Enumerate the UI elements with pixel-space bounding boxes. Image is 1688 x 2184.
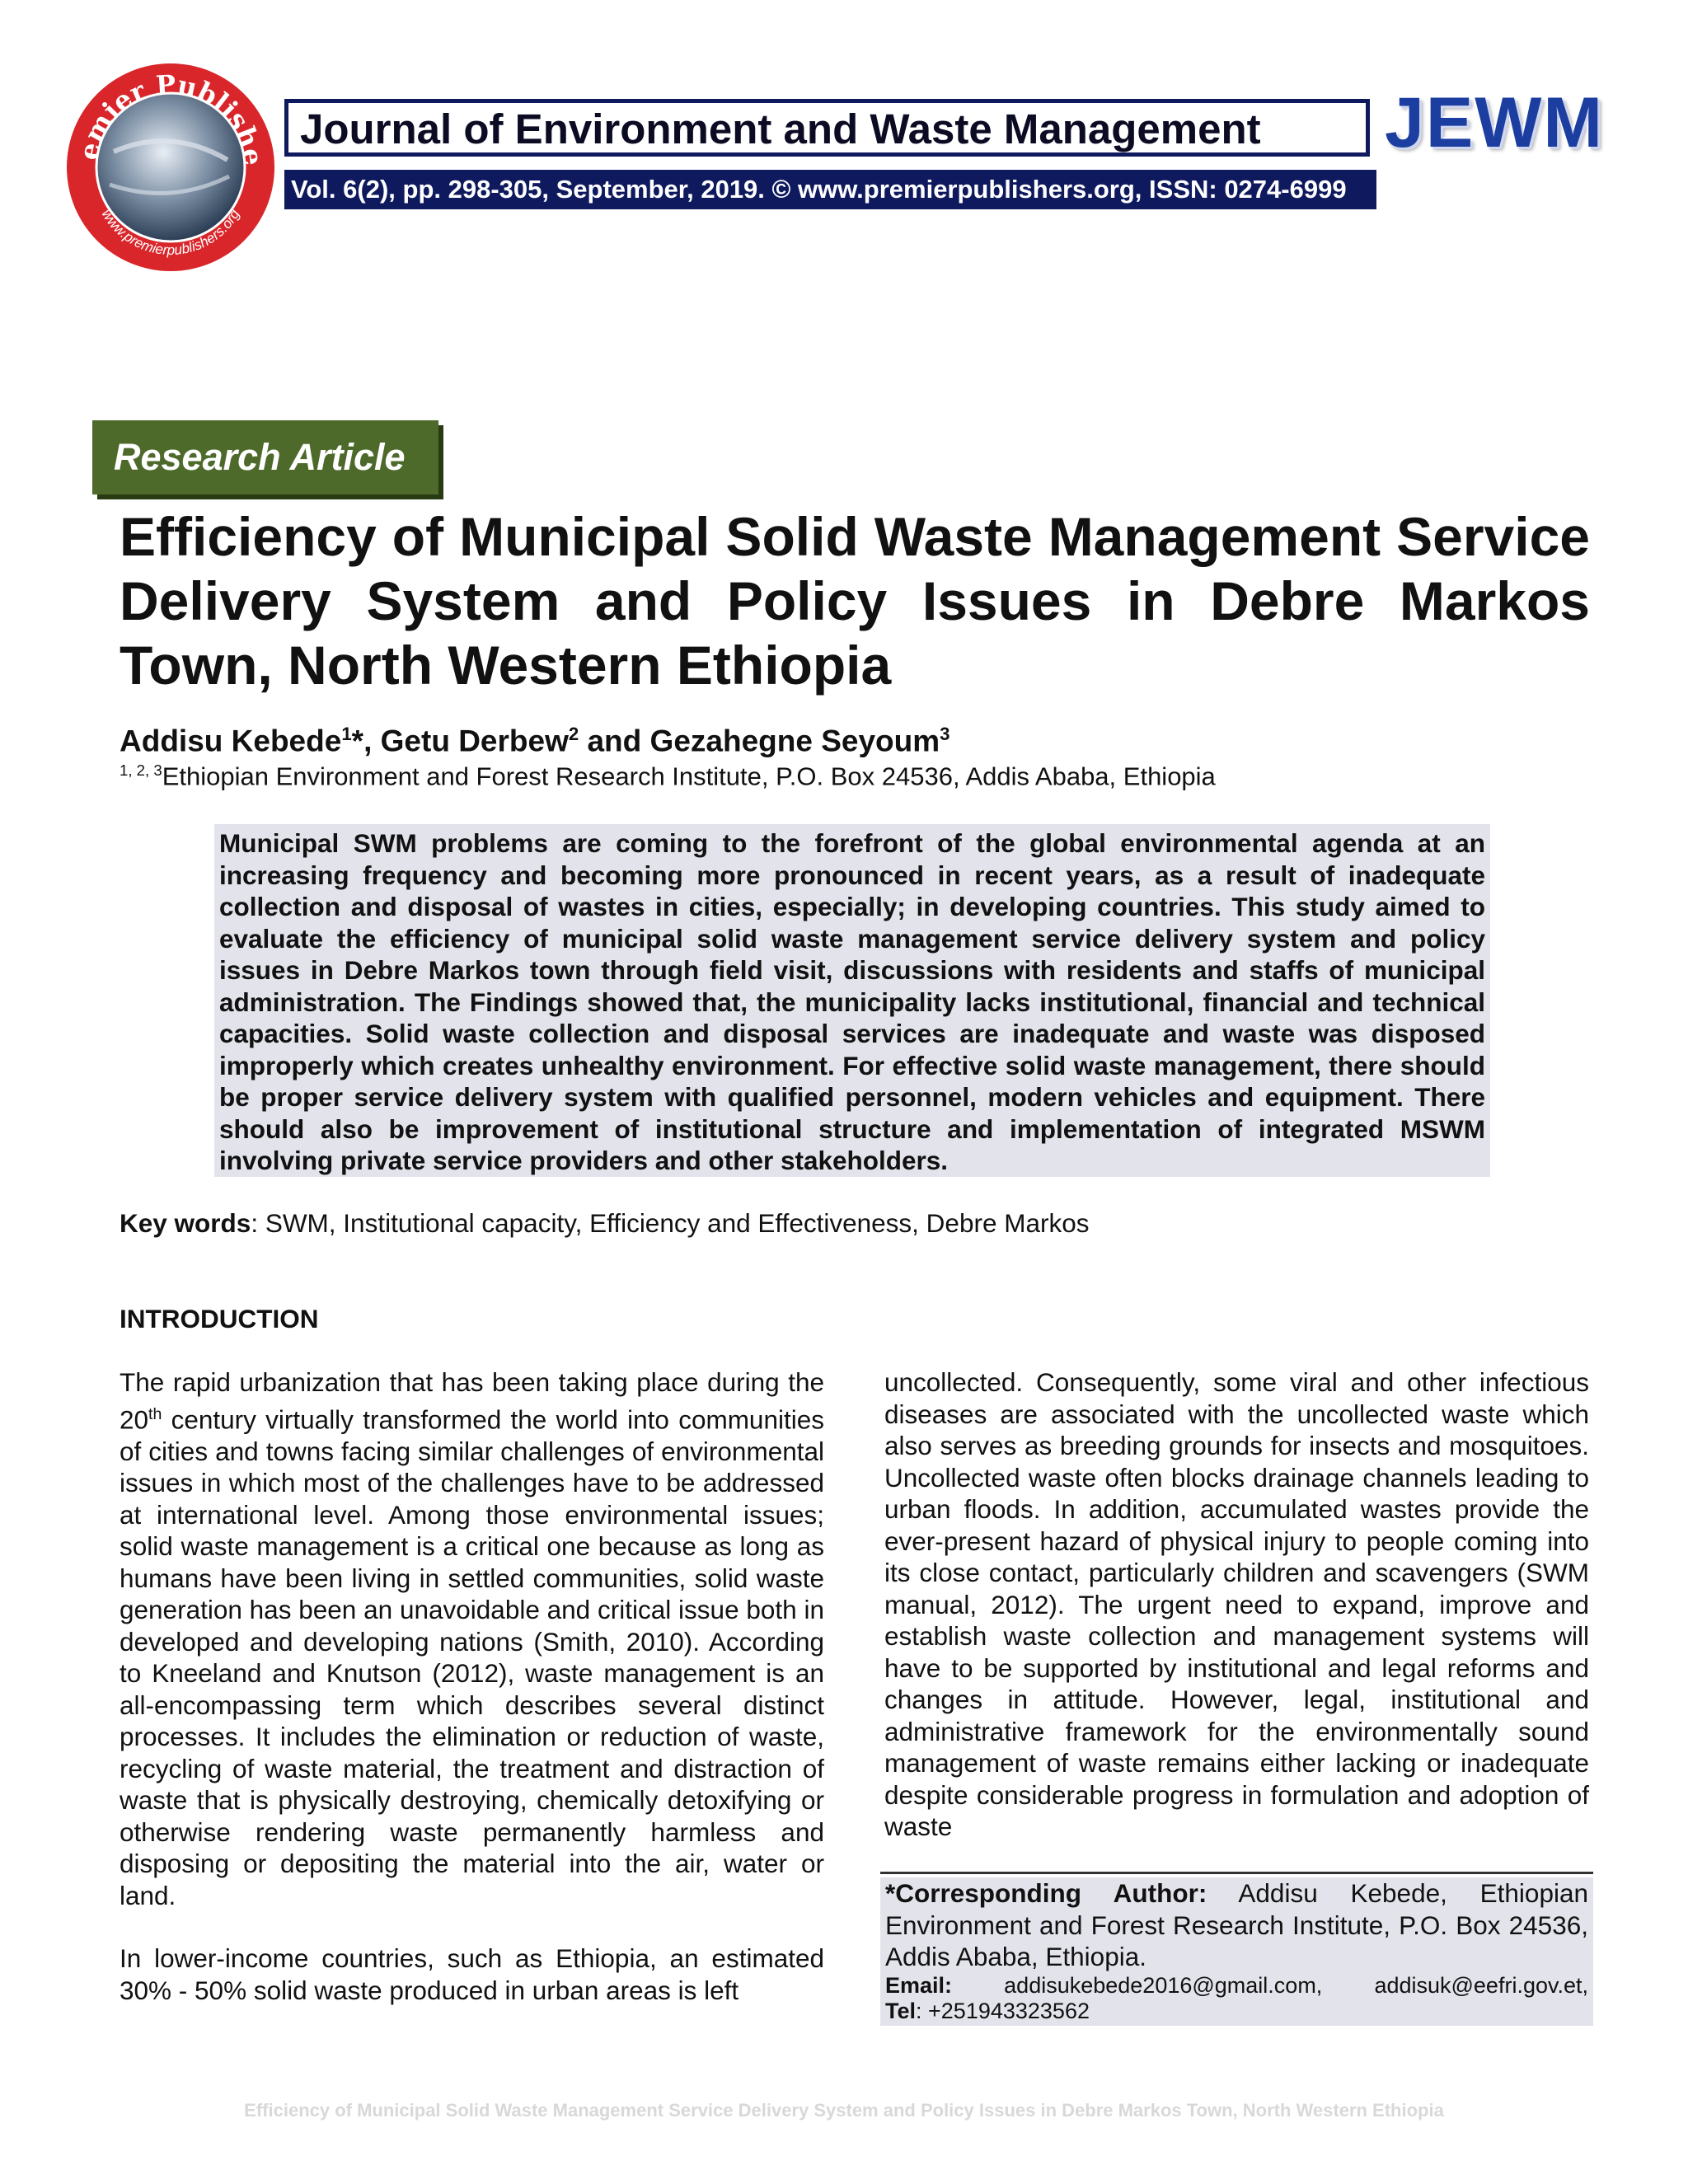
publisher-logo: [64, 61, 277, 274]
paragraph: uncollected. Consequently, some viral and other infectious diseases are associated with the uncollected waste which also serves as breeding grounds for insects and mosquitoes. Uncollected waste often blocks drainage channels leading to urban floods. In addition, accumulated wastes provide the ever-present hazard of physical injury to people coming into its close contact, particularly children and scavengers (SWM manual, 2012). The urgent need to expand, improve and establish waste collection and management systems will have to be supported by institutional and legal reforms and changes in attitude. However, legal, institutional and administrative framework for the environmentally sound management of waste remains either lacking or inadequate despite considerable progress in formulation and adoption of waste: [884, 1367, 1589, 1841]
author-list: [120, 724, 950, 758]
author-affil-sup: 2: [568, 724, 579, 744]
paragraph-text: century virtually transformed the world into communities of cities and towns facing similar challenges of environmental issues in which most of the challenges have to be addressed at international level. Among those environmental issues; solid waste management is a critical one because as long as humans have been living in settled communities, solid waste generation has been an unavoidable and critical issue both in developed and developing nations (Smith, 2010). According to Kneeland and Knutson (2012), waste management is an all-encompassing term which describes several distinct processes. It includes the elimination or reduction of waste, recycling of waste material, the treatment and distraction of waste that is physically destroying, chemically detoxifying or otherwise rendering waste permanently harmless and disposing or depositing the material into the air, water or land.: [120, 1404, 824, 1910]
journal-info: Vol. 6(2), pp. 298-305, September, 2019. © www.premierpublishers.org, ISSN: 0274-6999: [284, 170, 1376, 209]
corresponding-label: *Corresponding Author:: [885, 1878, 1207, 1908]
journal-title: Journal of Environment and Waste Management: [300, 105, 1261, 152]
article-type-tag: Research Article: [92, 420, 438, 494]
author-conjunction: and: [579, 724, 650, 758]
section-heading: INTRODUCTION: [120, 1304, 319, 1333]
corresponding-author: [880, 1877, 1593, 1973]
tel-text: : +251943323562: [916, 1998, 1090, 2023]
paragraph-text: The rapid urbanization that has been taking place during the 20: [120, 1367, 824, 1434]
corresponding-mark: *,: [351, 724, 381, 758]
abstract-text: Municipal SWM problems are coming to the forefront of the global environmental agenda at an increasing frequency and becoming more pronounced in recent years, as a result of inadequate collection and disposal of wastes in cities, especially; in developing countries. This study aimed to evaluate the efficiency of municipal solid waste management service delivery system and policy issues in Debre Markos town through field visit, discussions with residents and staffs of municipal administration. The Findings showed that, the municipality lacks institutional, financial and technical capacities. Solid waste collection and disposal services are inadequate and waste was disposed improperly which creates unhealthy environment. For effective solid waste management, there should be proper service delivery system with qualified personnel, modern vehicles and equipment. There should also be improvement of institutional structure and implementation of integrated MSWM involving private service providers and other stakeholders.: [219, 828, 1485, 1175]
journal-acronym: JEWM: [1385, 83, 1604, 162]
svg-text:www.premierpublishers.org: www.premierpublishers.org: [98, 206, 243, 259]
superscript: th: [148, 1404, 162, 1423]
paragraph: [120, 1366, 824, 1911]
author-name: Addisu Kebede: [120, 724, 342, 758]
corresponding-tel: [880, 1999, 1593, 2024]
author-name: Gezahegne Seyoum: [649, 724, 940, 758]
corresponding-text: Addisu Kebede, Ethiopian Environment and Forest Research Institute, P.O. Box 24536, Addis Ababa, Ethiopia.: [885, 1878, 1589, 1971]
email-label: Email:: [885, 1972, 953, 1998]
author-name: Getu Derbew: [380, 724, 569, 758]
affiliation-sup: 1, 2, 3: [120, 762, 162, 779]
keywords-text: : SWM, Institutional capacity, Efficiency and Effectiveness, Debre Markos: [251, 1208, 1090, 1238]
corresponding-email: [880, 1973, 1593, 1999]
svg-text:Premier Publishers: emier Publishe: [73, 68, 270, 167]
affiliation-text: Ethiopian Environment and Forest Research Institute, P.O. Box 24536, Addis Ababa, Ethiopia: [162, 762, 1216, 791]
paper-title: Efficiency of Municipal Solid Waste Management Service Delivery System and Policy Issues in Debre Markos Town, North Western Ethiopia: [120, 506, 1590, 696]
left-column: [120, 1366, 824, 2006]
corresponding-author-box: [880, 1877, 1593, 2026]
author-affil-sup: 1: [341, 724, 352, 744]
running-footer: Efficiency of Municipal Solid Waste Management Service Delivery System and Policy Issues in Debre Markos Town, North Western Ethiopia: [244, 2100, 1444, 2121]
abstract-box: [214, 824, 1490, 1177]
keywords: [120, 1208, 1090, 1239]
author-affil-sup: 3: [940, 724, 950, 744]
email-text: addisukebede2016@gmail.com, addisuk@eefri.gov.et,: [952, 1972, 1588, 1998]
right-column: [884, 1366, 1589, 1843]
paragraph: In lower-income countries, such as Ethiopia, an estimated 30% - 50% solid waste produced in urban areas is left: [120, 1943, 824, 2005]
affiliation: [120, 762, 1216, 791]
tel-label: Tel: [885, 1998, 917, 2023]
journal-title-box: [284, 99, 1370, 157]
keywords-label: Key words: [120, 1208, 251, 1238]
divider: [880, 1872, 1593, 1874]
